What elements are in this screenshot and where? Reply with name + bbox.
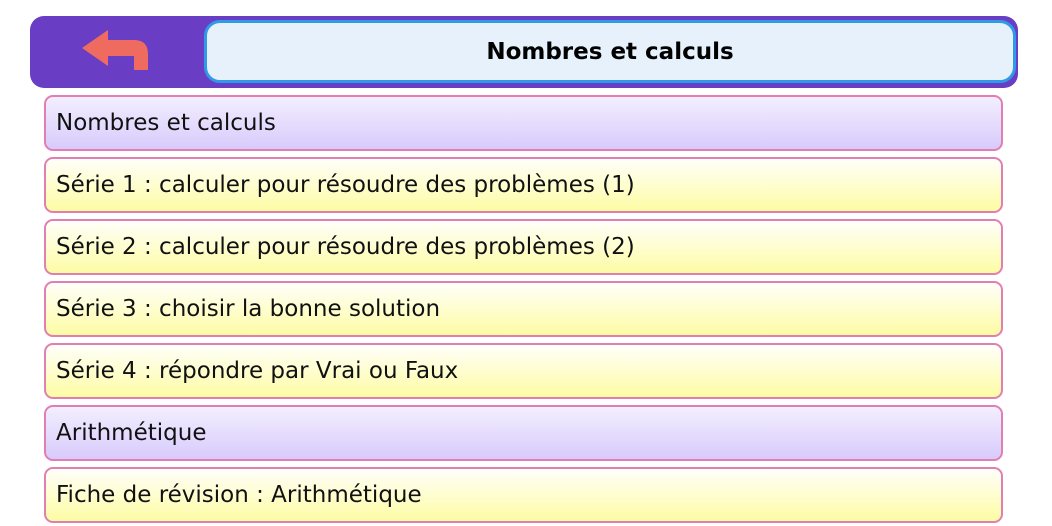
header-bar [30, 16, 1018, 88]
list-item-label: Série 4 : répondre par Vrai ou Faux [56, 358, 459, 384]
list-item-serie-3[interactable] [44, 281, 1003, 337]
list-section-arithmetique[interactable] [44, 405, 1003, 461]
list-item-serie-1[interactable] [44, 157, 1003, 213]
list-item-serie-2[interactable] [44, 219, 1003, 275]
list-item-label: Arithmétique [56, 420, 207, 446]
page-title: Nombres et calculs [486, 38, 734, 65]
back-button[interactable] [78, 28, 154, 74]
list-item-label: Série 1 : calculer pour résoudre des problèmes (1) [56, 172, 635, 198]
list-item-label: Nombres et calculs [56, 110, 276, 136]
back-arrow-icon [78, 28, 154, 74]
title-box [204, 20, 1016, 83]
list-item-label: Série 2 : calculer pour résoudre des problèmes (2) [56, 234, 635, 260]
list-item-serie-4[interactable] [44, 343, 1003, 399]
list-item-fiche-revision-arithmetique[interactable] [44, 467, 1003, 523]
list-item-label: Fiche de révision : Arithmétique [56, 482, 422, 508]
list-item-label: Série 3 : choisir la bonne solution [56, 296, 441, 322]
list-section-nombres-et-calculs[interactable] [44, 95, 1003, 151]
